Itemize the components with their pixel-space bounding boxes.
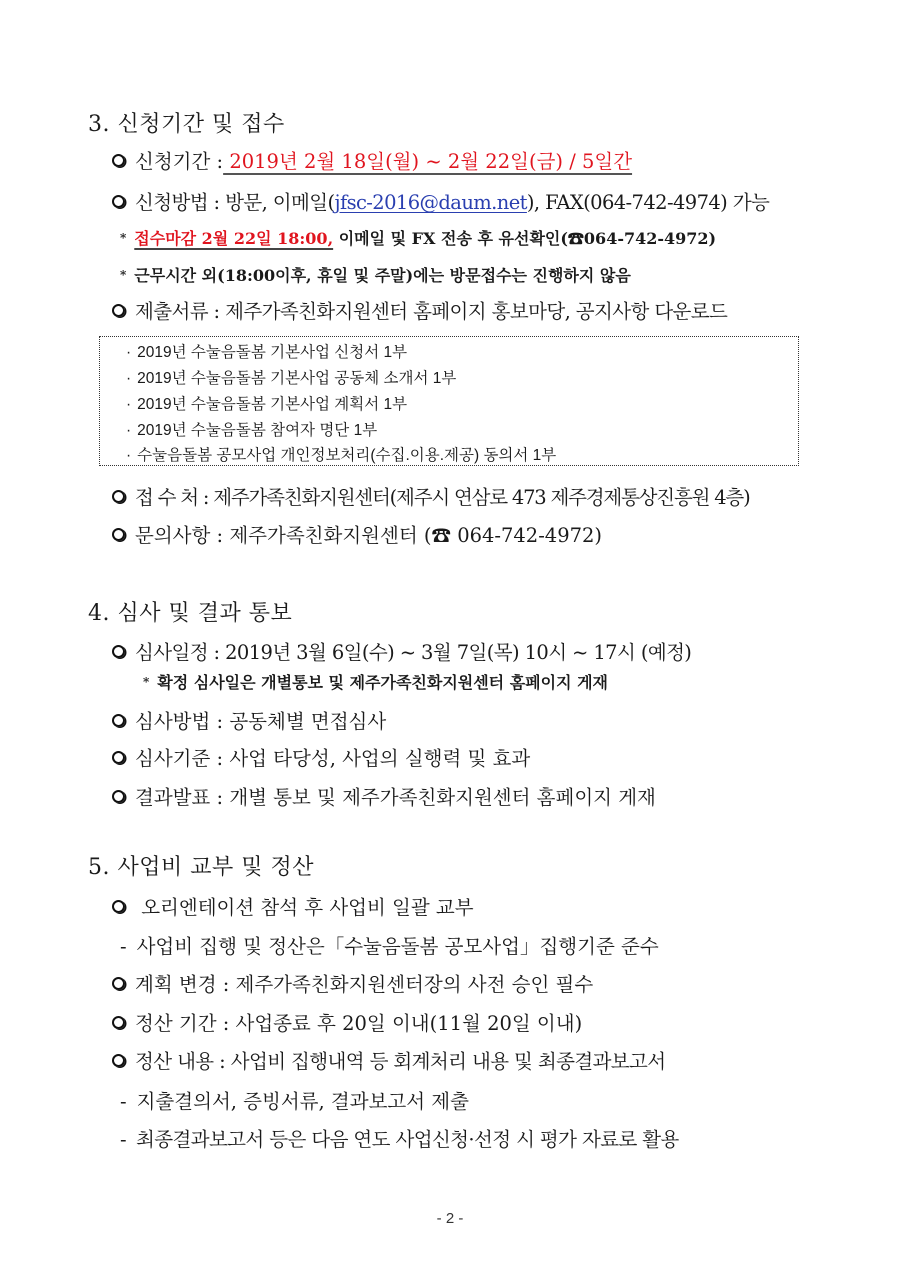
settlement-sub-item: - 지출결의서, 증빙서류, 결과보고서 제출 (120, 1090, 469, 1113)
document-item: · 2019년 수눌음돌봄 기본사업 신청서 1부 (126, 344, 408, 361)
deadline-note-rest: 이메일 및 FX 전송 후 유선확인(☎064-742-4972) (333, 229, 717, 248)
section-5-heading: 5. 사업비 교부 및 정산 (88, 855, 314, 880)
settlement-sub-item: - 최종결과보고서 등은 다음 연도 사업신청·선정 시 평가 자료로 활용 (120, 1128, 679, 1151)
office-hours-note (120, 263, 631, 286)
circle-bullet-icon (112, 645, 125, 658)
grant-disbursement: 오리엔테이션 참석 후 사업비 일괄 교부 (112, 892, 474, 920)
documents-label: 제출서류 : 제주가족친화지원센터 홈페이지 홍보마당, 공지사항 다운로드 (135, 300, 728, 323)
circle-bullet-icon (112, 751, 125, 764)
asterisk-icon: * (120, 231, 127, 245)
circle-bullet-icon (112, 195, 125, 208)
application-method-label: 신청방법 : 방문, 이메일( (135, 191, 335, 214)
deadline-note (120, 226, 716, 249)
page-number: - 2 - (436, 1210, 464, 1227)
documents (112, 296, 727, 324)
circle-bullet-icon (112, 528, 125, 541)
document-item: · 2019년 수눌음돌봄 기본사업 공동체 소개서 1부 (126, 370, 457, 387)
settlement-period: 정산 기간 : 사업종료 후 20일 이내(11월 20일 이내) (112, 1008, 582, 1036)
application-method (112, 187, 769, 215)
review-criteria: 심사기준 : 사업 타당성, 사업의 실행력 및 효과 (112, 743, 530, 771)
application-period (112, 146, 632, 174)
circle-bullet-icon (112, 304, 125, 317)
result-announcement: 결과발표 : 개별 통보 및 제주가족친화지원센터 홈페이지 게재 (112, 782, 656, 810)
review-method: 심사방법 : 공동체별 면접심사 (112, 706, 386, 734)
inquiry: 문의사항 : 제주가족친화지원센터 (☎ 064-742-4972) (112, 520, 602, 548)
grant-disbursement-sub: - 사업비 집행 및 정산은「수눌음돌봄 공모사업」집행기준 준수 (120, 935, 659, 958)
document-item: · 2019년 수눌음돌봄 기본사업 계획서 1부 (126, 396, 408, 413)
deadline-note-red: 접수마감 2월 22일 18:00, (134, 229, 334, 248)
circle-bullet-icon (112, 977, 125, 990)
circle-bullet-icon (112, 154, 125, 167)
document-item: · 수눌음돌봄 공모사업 개인정보처리(수집.이용.제공) 동의서 1부 (126, 447, 557, 464)
circle-bullet-icon (112, 490, 125, 503)
circle-bullet-icon (112, 714, 125, 727)
section-3-heading: 3. 신청기간 및 접수 (88, 112, 285, 137)
section-4-heading: 4. 심사 및 결과 통보 (88, 601, 293, 626)
review-schedule-note: * 확정 심사일은 개별통보 및 제주가족친화지원센터 홈페이지 게재 (143, 673, 609, 692)
reception-place: 접 수 처 : 제주가족친화지원센터(제주시 연삼로 473 제주경제통상진흥원 4층) (112, 482, 749, 510)
circle-bullet-icon (112, 1016, 125, 1029)
settlement-content: 정산 내용 : 사업비 집행내역 등 회계처리 내용 및 최종결과보고서 (112, 1046, 666, 1074)
email-link[interactable]: jfsc-2016@daum.net (334, 191, 527, 214)
circle-bullet-icon (112, 790, 125, 803)
office-hours-note-text: 근무시간 외(18:00이후, 휴일 및 주말)에는 방문접수는 진행하지 않음 (134, 266, 631, 285)
asterisk-icon: * (120, 268, 127, 282)
document-item: · 2019년 수눌음돌봄 참여자 명단 1부 (126, 422, 378, 439)
application-period-value: 2019년 2월 18일(월) ~ 2월 22일(금) / 5일간 (223, 150, 633, 173)
circle-bullet-icon (112, 1054, 125, 1067)
plan-change: 계획 변경 : 제주가족친화지원센터장의 사전 승인 필수 (112, 969, 593, 997)
application-method-rest: ), FAX(064-742-4974) 가능 (526, 191, 770, 214)
circle-bullet-icon (112, 900, 125, 913)
application-period-label: 신청기간 : (135, 150, 224, 173)
review-schedule: 심사일정 : 2019년 3월 6일(수) ~ 3월 7일(목) 10시 ~ 17시 (예정) (112, 637, 691, 665)
asterisk-icon: * (143, 675, 150, 689)
